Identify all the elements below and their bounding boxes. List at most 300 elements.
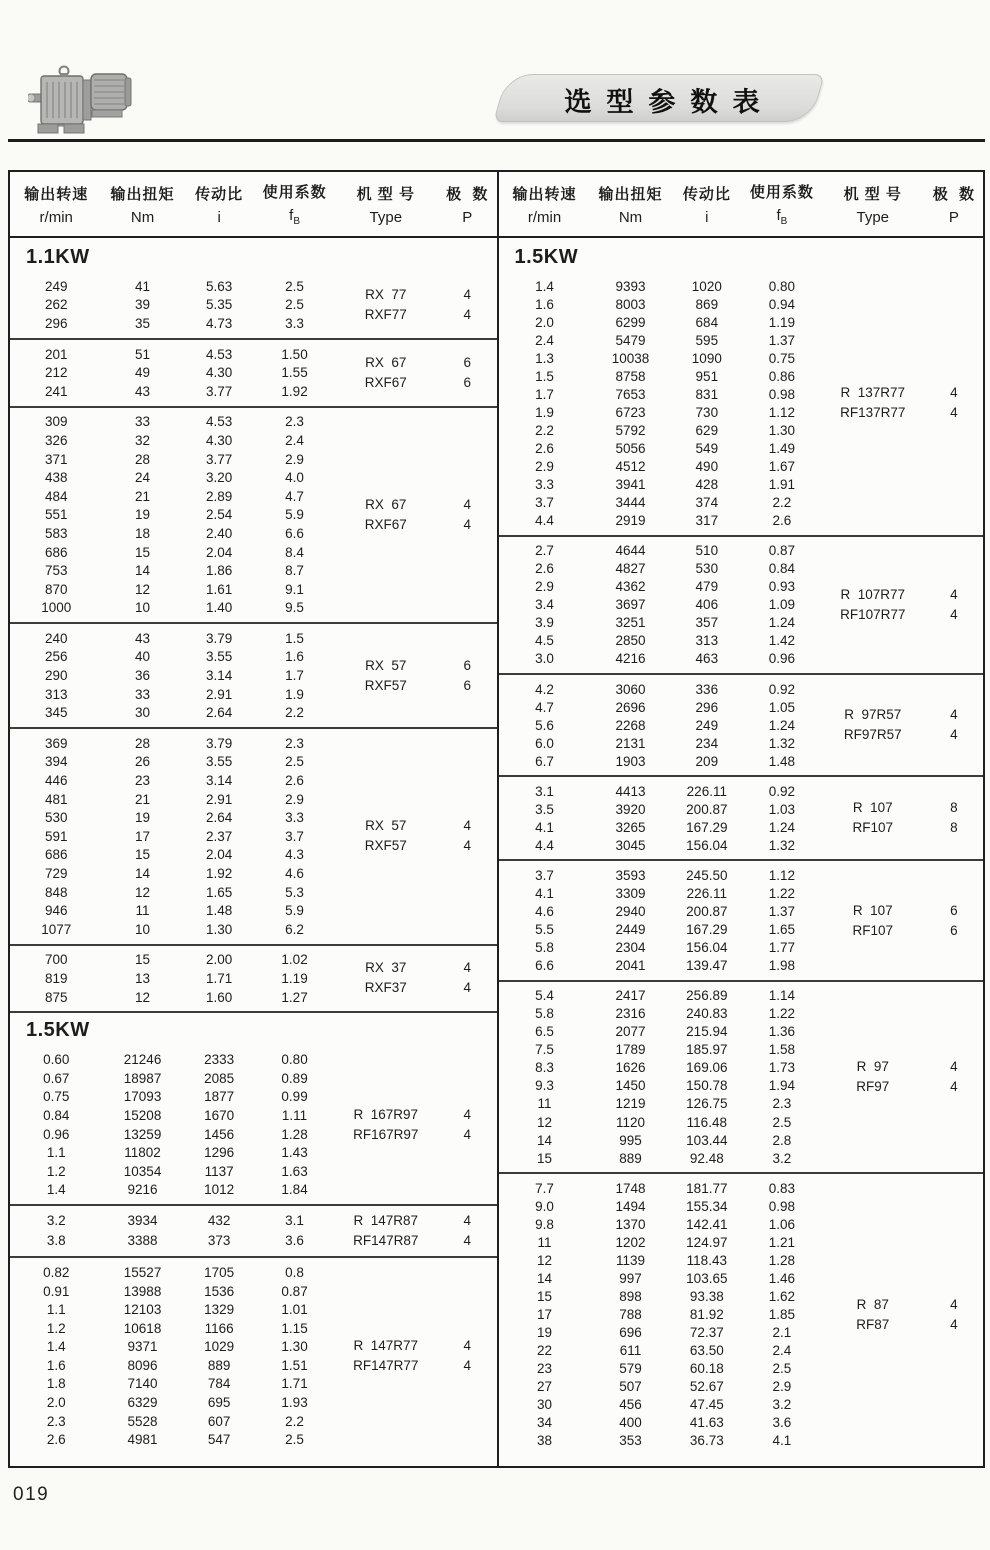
column-header bbox=[743, 181, 821, 227]
power-heading: 1.1KW bbox=[26, 246, 90, 268]
value-cell: 1139 bbox=[616, 1252, 646, 1268]
value-cell: 5.9 bbox=[285, 903, 304, 919]
value-cell: 997 bbox=[619, 1270, 642, 1286]
value-cell: 0.98 bbox=[768, 1198, 796, 1214]
value-cell: 2.5 bbox=[285, 754, 304, 770]
value-cell: 28 bbox=[135, 451, 151, 467]
type-label: RX 57 bbox=[365, 657, 407, 673]
value-cell: 3.1 bbox=[285, 1212, 304, 1228]
value-cell: 9.5 bbox=[285, 600, 304, 616]
value-cell: 432 bbox=[207, 1212, 231, 1228]
value-cell: 3.77 bbox=[206, 451, 233, 467]
value-cell: 36.73 bbox=[689, 1433, 724, 1449]
value-cell: 2.00 bbox=[206, 952, 233, 968]
value-cell: 1.92 bbox=[281, 383, 308, 399]
value-cell: 7.5 bbox=[535, 1042, 554, 1058]
column-header bbox=[102, 183, 182, 226]
value-cell: 21 bbox=[135, 488, 151, 504]
value-cell: 0.99 bbox=[281, 1089, 308, 1105]
value-cell: 2.3 bbox=[285, 735, 304, 751]
value-cell: 2.9 bbox=[772, 1379, 792, 1395]
value-cell: 5.3 bbox=[285, 884, 304, 900]
value-cell: 169.06 bbox=[686, 1060, 728, 1076]
value-cell: 1.60 bbox=[206, 989, 233, 1005]
value-cell: 1.6 bbox=[46, 1357, 66, 1373]
value-cell: 6.0 bbox=[535, 735, 554, 751]
value-cell: 241 bbox=[44, 383, 68, 399]
value-cell: 4.6 bbox=[285, 866, 304, 882]
value-cell: 583 bbox=[44, 525, 68, 541]
value-cell: 23 bbox=[135, 773, 151, 789]
value-cell: 2131 bbox=[615, 735, 646, 751]
power-heading: 1.5KW bbox=[514, 246, 579, 268]
value-cell: 0.98 bbox=[768, 386, 796, 402]
value-cell: 4.7 bbox=[285, 488, 304, 504]
value-cell: 369 bbox=[44, 735, 68, 751]
value-cell: 1.36 bbox=[768, 1024, 796, 1040]
type-cell bbox=[333, 413, 438, 618]
column-header-en: $f_B$ bbox=[776, 207, 788, 227]
value-cell: 4.0 bbox=[285, 470, 304, 486]
ratio-group bbox=[10, 1045, 497, 1204]
value-cell: 889 bbox=[619, 1150, 642, 1166]
value-cell: 1.51 bbox=[281, 1357, 308, 1373]
value-cell: 5.9 bbox=[285, 507, 304, 523]
value-cell: 1.40 bbox=[206, 600, 233, 616]
poles-value: 4 bbox=[950, 586, 958, 602]
value-cell: 15 bbox=[135, 544, 151, 560]
value-cell: 1.77 bbox=[768, 940, 796, 956]
value-cell: 479 bbox=[695, 579, 719, 595]
ratio-group bbox=[499, 859, 984, 979]
value-cell: 1.12 bbox=[768, 867, 796, 883]
value-cell: 1.67 bbox=[768, 458, 796, 474]
value-cell: 2.4 bbox=[772, 1343, 792, 1359]
value-cell: 1.2 bbox=[46, 1163, 66, 1179]
value-cell: 4.3 bbox=[285, 847, 304, 863]
value-cell: 2.4 bbox=[535, 332, 554, 348]
value-cell: 490 bbox=[695, 458, 719, 474]
column-header-cn: 极 数 bbox=[446, 185, 489, 203]
poles-cell bbox=[438, 413, 496, 618]
value-cell: 156.04 bbox=[686, 837, 728, 853]
value-cell: 14 bbox=[537, 1270, 553, 1286]
value-cell: 729 bbox=[44, 866, 68, 882]
table-header-right bbox=[497, 172, 984, 236]
value-cell: 3265 bbox=[615, 819, 646, 835]
ratio-group bbox=[10, 1256, 497, 1454]
value-cell: 2919 bbox=[615, 513, 646, 529]
column-header-en: $f_B$ bbox=[289, 207, 300, 227]
value-cell: 3.55 bbox=[206, 754, 233, 770]
value-cell: 2.9 bbox=[285, 451, 304, 467]
column-header-cn: 传动比 bbox=[195, 185, 244, 203]
value-cell: 3697 bbox=[615, 597, 646, 613]
value-cell: 2449 bbox=[615, 922, 646, 938]
value-cell: 2.7 bbox=[535, 543, 554, 559]
value-cell: 226.11 bbox=[686, 783, 727, 799]
value-cell: 21 bbox=[135, 791, 151, 807]
value-cell: 1494 bbox=[615, 1198, 646, 1214]
value-cell: 23 bbox=[537, 1361, 553, 1377]
value-cell: 1.4 bbox=[535, 278, 554, 294]
type-cell bbox=[821, 542, 925, 668]
type-label: R 147R77 bbox=[353, 1338, 419, 1354]
ratio-group bbox=[10, 406, 497, 623]
value-cell: 26 bbox=[135, 754, 151, 770]
value-cell: 3.4 bbox=[535, 597, 554, 613]
value-cell: 296 bbox=[695, 699, 719, 715]
value-cell: 2077 bbox=[615, 1024, 646, 1040]
value-cell: 1877 bbox=[204, 1089, 235, 1105]
column-header-cn: 机 型 号 bbox=[843, 185, 902, 203]
value-cell: 0.82 bbox=[43, 1264, 70, 1280]
value-cell: 2.6 bbox=[772, 513, 792, 529]
value-cell: 371 bbox=[44, 451, 68, 467]
value-cell: 9371 bbox=[127, 1339, 158, 1355]
value-cell: 1.42 bbox=[768, 633, 796, 649]
value-cell: 2.5 bbox=[772, 1361, 792, 1377]
value-cell: 4.1 bbox=[535, 819, 554, 835]
type-label: RXF77 bbox=[364, 306, 407, 322]
value-cell: 0.80 bbox=[281, 1052, 308, 1068]
value-cell: 484 bbox=[44, 488, 68, 504]
value-cell: 3444 bbox=[615, 495, 646, 511]
table-body bbox=[10, 238, 983, 1466]
value-cell: 15 bbox=[537, 1288, 553, 1304]
value-cell: 0.96 bbox=[43, 1126, 70, 1142]
value-cell: 0.80 bbox=[768, 278, 796, 294]
value-cell: 234 bbox=[695, 735, 719, 751]
value-cell: 2.04 bbox=[206, 544, 233, 560]
value-cell: 875 bbox=[44, 989, 68, 1005]
value-cell: 3.5 bbox=[535, 801, 554, 817]
value-cell: 898 bbox=[619, 1288, 642, 1304]
value-cell: 3060 bbox=[615, 681, 646, 697]
value-cell: 394 bbox=[44, 754, 68, 770]
value-cell: 591 bbox=[44, 828, 68, 844]
column-header-cn: 输出扭矩 bbox=[598, 185, 663, 203]
value-cell: 7653 bbox=[615, 386, 646, 402]
value-cell: 38 bbox=[537, 1433, 553, 1449]
value-cell: 3.1 bbox=[535, 783, 554, 799]
value-cell: 4413 bbox=[615, 783, 646, 799]
value-cell: 2850 bbox=[615, 633, 646, 649]
value-cell: 579 bbox=[619, 1361, 642, 1377]
value-cell: 118.43 bbox=[686, 1252, 727, 1268]
value-cell: 92.48 bbox=[689, 1150, 724, 1166]
type-label: RF107 bbox=[852, 820, 894, 836]
value-cell: 1.05 bbox=[768, 699, 796, 715]
table-header-row bbox=[10, 172, 983, 238]
value-cell: 373 bbox=[207, 1232, 231, 1248]
type-cell bbox=[333, 1050, 438, 1199]
value-cell: 1.86 bbox=[206, 563, 233, 579]
value-cell: 2.40 bbox=[206, 525, 233, 541]
value-cell: 1.06 bbox=[768, 1216, 796, 1232]
poles-value: 4 bbox=[463, 306, 472, 322]
value-cell: 1.21 bbox=[768, 1234, 796, 1250]
value-cell: 34 bbox=[537, 1415, 553, 1431]
column-header-en: Type bbox=[369, 208, 403, 226]
value-cell: 1.37 bbox=[768, 332, 796, 348]
value-cell: 1.7 bbox=[285, 668, 304, 684]
value-cell: 212 bbox=[44, 365, 68, 381]
value-cell: 17 bbox=[135, 828, 151, 844]
value-cell: 5.35 bbox=[206, 297, 233, 313]
value-cell: 1.4 bbox=[46, 1339, 66, 1355]
value-cell: 2.04 bbox=[206, 847, 233, 863]
poles-cell bbox=[438, 1263, 496, 1449]
value-cell: 15527 bbox=[123, 1264, 162, 1280]
value-cell: 0.96 bbox=[768, 651, 796, 667]
value-cell: 995 bbox=[619, 1132, 642, 1148]
type-label: RXF67 bbox=[364, 516, 407, 532]
power-heading: 1.5KW bbox=[10, 1011, 497, 1045]
value-cell: 4.1 bbox=[772, 1433, 792, 1449]
type-label: RF137R77 bbox=[840, 405, 906, 421]
value-cell: 946 bbox=[44, 903, 68, 919]
page-number: 019 bbox=[13, 1484, 50, 1505]
value-cell: 1.48 bbox=[206, 903, 233, 919]
value-cell: 400 bbox=[619, 1415, 642, 1431]
value-cell: 3.20 bbox=[206, 470, 233, 486]
value-cell: 43 bbox=[135, 630, 151, 646]
value-cell: 951 bbox=[695, 368, 719, 384]
type-label: RF107 bbox=[852, 922, 894, 938]
value-cell: 1670 bbox=[204, 1107, 235, 1123]
type-label: RX 77 bbox=[365, 286, 407, 302]
value-cell: 9.1 bbox=[285, 581, 304, 597]
poles-value: 4 bbox=[463, 1233, 472, 1249]
value-cell: 2.54 bbox=[206, 507, 233, 523]
value-cell: 3.14 bbox=[206, 668, 233, 684]
value-cell: 5792 bbox=[615, 422, 646, 438]
poles-value: 6 bbox=[950, 922, 958, 938]
value-cell: 549 bbox=[695, 440, 719, 456]
value-cell: 3.6 bbox=[772, 1415, 792, 1431]
value-cell: 3.7 bbox=[285, 828, 304, 844]
value-cell: 10354 bbox=[123, 1163, 162, 1179]
poles-cell bbox=[925, 866, 983, 974]
value-cell: 2.0 bbox=[535, 314, 554, 330]
value-cell: 10618 bbox=[123, 1320, 162, 1336]
value-cell: 30 bbox=[135, 705, 151, 721]
ratio-group bbox=[499, 775, 984, 859]
value-cell: 1.65 bbox=[206, 884, 233, 900]
poles-cell bbox=[438, 951, 496, 1007]
value-cell: 1020 bbox=[691, 278, 722, 294]
column-header bbox=[591, 183, 671, 226]
value-cell: 1.1 bbox=[46, 1302, 66, 1318]
value-cell: 1.43 bbox=[281, 1145, 308, 1161]
value-cell: 456 bbox=[619, 1397, 642, 1413]
value-cell: 0.86 bbox=[768, 368, 796, 384]
column-header bbox=[333, 183, 438, 226]
value-cell: 2085 bbox=[204, 1070, 235, 1086]
value-cell: 116.48 bbox=[686, 1114, 727, 1130]
value-cell: 0.91 bbox=[43, 1283, 70, 1299]
poles-value: 4 bbox=[950, 385, 958, 401]
poles-cell bbox=[438, 1050, 496, 1199]
value-cell: 1.7 bbox=[535, 386, 554, 402]
value-cell: 313 bbox=[44, 686, 68, 702]
value-cell: 185.97 bbox=[686, 1042, 728, 1058]
value-cell: 6.6 bbox=[535, 958, 554, 974]
value-cell: 22 bbox=[537, 1343, 553, 1359]
value-cell: 35 bbox=[135, 315, 151, 331]
value-cell: 4.1 bbox=[535, 885, 554, 901]
type-cell bbox=[821, 782, 925, 854]
column-header-cn: 传动比 bbox=[682, 185, 731, 203]
value-cell: 1626 bbox=[615, 1060, 646, 1076]
type-cell bbox=[821, 1179, 925, 1450]
value-cell: 2304 bbox=[615, 940, 646, 956]
page-header bbox=[0, 60, 990, 142]
value-cell: 1120 bbox=[616, 1114, 646, 1130]
value-cell: 0.84 bbox=[43, 1107, 70, 1123]
ratio-group bbox=[499, 535, 984, 673]
value-cell: 547 bbox=[207, 1432, 231, 1448]
value-cell: 406 bbox=[695, 597, 719, 613]
value-cell: 51 bbox=[135, 346, 151, 362]
value-cell: 463 bbox=[695, 651, 719, 667]
value-cell: 9.0 bbox=[535, 1198, 554, 1214]
type-label: RF87 bbox=[856, 1316, 890, 1332]
value-cell: 317 bbox=[695, 513, 719, 529]
value-cell: 240.83 bbox=[686, 1006, 728, 1022]
value-cell: 1.02 bbox=[281, 952, 308, 968]
type-label: RF147R77 bbox=[353, 1358, 419, 1374]
value-cell: 167.29 bbox=[686, 819, 728, 835]
value-cell: 1.9 bbox=[285, 686, 304, 702]
value-cell: 2.3 bbox=[285, 414, 304, 430]
table-header-left bbox=[10, 172, 497, 236]
value-cell: 1.49 bbox=[768, 440, 796, 456]
ratio-group bbox=[10, 622, 497, 727]
value-cell: 7.7 bbox=[535, 1180, 554, 1196]
poles-cell bbox=[438, 345, 496, 401]
value-cell: 30 bbox=[537, 1397, 553, 1413]
value-cell: 19 bbox=[537, 1325, 553, 1341]
type-cell bbox=[821, 680, 925, 770]
value-cell: 15 bbox=[537, 1150, 553, 1166]
value-cell: 0.84 bbox=[768, 561, 796, 577]
value-cell: 6.5 bbox=[535, 1024, 554, 1040]
value-cell: 3.3 bbox=[285, 810, 304, 826]
value-cell: 4.73 bbox=[206, 315, 233, 331]
value-cell: 3.2 bbox=[46, 1212, 66, 1228]
value-cell: 2.2 bbox=[285, 1413, 304, 1429]
value-cell: 870 bbox=[44, 581, 68, 597]
value-cell: 209 bbox=[695, 753, 719, 769]
value-cell: 784 bbox=[207, 1376, 231, 1392]
value-cell: 0.92 bbox=[768, 783, 796, 799]
type-cell bbox=[333, 1263, 438, 1449]
value-cell: 8003 bbox=[615, 296, 646, 312]
value-cell: 156.04 bbox=[686, 940, 728, 956]
value-cell: 2.5 bbox=[285, 278, 304, 294]
value-cell: 4362 bbox=[615, 579, 646, 595]
value-cell: 1.73 bbox=[768, 1060, 796, 1076]
value-cell: 848 bbox=[44, 884, 68, 900]
column-header-en: Type bbox=[856, 208, 890, 226]
value-cell: 819 bbox=[44, 970, 68, 986]
value-cell: 357 bbox=[695, 615, 719, 631]
value-cell: 313 bbox=[695, 633, 719, 649]
value-cell: 12 bbox=[135, 989, 151, 1005]
value-cell: 1077 bbox=[41, 921, 72, 937]
poles-cell bbox=[438, 629, 496, 722]
poles-cell bbox=[925, 1179, 983, 1450]
type-label: R 137R77 bbox=[840, 385, 906, 401]
value-cell: 200.87 bbox=[686, 904, 728, 920]
value-cell: 43 bbox=[135, 383, 151, 399]
value-cell: 530 bbox=[695, 561, 719, 577]
type-cell bbox=[333, 734, 438, 939]
poles-cell bbox=[925, 782, 983, 854]
value-cell: 1.94 bbox=[768, 1078, 796, 1094]
value-cell: 181.77 bbox=[686, 1180, 728, 1196]
value-cell: 17093 bbox=[123, 1089, 162, 1105]
value-cell: 9.3 bbox=[535, 1078, 554, 1094]
poles-value: 4 bbox=[950, 1078, 958, 1094]
value-cell: 788 bbox=[619, 1307, 642, 1322]
type-cell bbox=[333, 277, 438, 333]
value-cell: 2.91 bbox=[206, 791, 233, 807]
poles-cell bbox=[438, 1211, 496, 1251]
value-cell: 0.83 bbox=[768, 1180, 796, 1196]
value-cell: 8.3 bbox=[535, 1060, 554, 1076]
value-cell: 36 bbox=[135, 668, 151, 684]
value-cell: 4981 bbox=[127, 1432, 158, 1448]
value-cell: 510 bbox=[695, 543, 719, 559]
value-cell: 2.5 bbox=[285, 297, 304, 313]
value-cell: 4.2 bbox=[535, 681, 554, 697]
poles-cell bbox=[925, 277, 983, 530]
value-cell: 1.8 bbox=[46, 1376, 66, 1392]
value-cell: 1202 bbox=[615, 1234, 646, 1250]
poles-value: 4 bbox=[463, 980, 472, 996]
value-cell: 336 bbox=[695, 681, 719, 697]
value-cell: 2041 bbox=[615, 958, 646, 974]
value-cell: 126.75 bbox=[686, 1096, 728, 1112]
value-cell: 47.45 bbox=[689, 1397, 724, 1413]
poles-cell bbox=[438, 734, 496, 939]
value-cell: 2316 bbox=[615, 1006, 646, 1022]
value-cell: 201 bbox=[44, 346, 68, 362]
type-label: RX 57 bbox=[365, 818, 407, 834]
value-cell: 2.9 bbox=[535, 458, 554, 474]
value-cell: 1.27 bbox=[281, 989, 308, 1005]
value-cell: 1.71 bbox=[206, 970, 233, 986]
value-cell: 39 bbox=[135, 297, 151, 313]
poles-value: 6 bbox=[950, 902, 958, 918]
value-cell: 18987 bbox=[123, 1070, 162, 1086]
value-cell: 1029 bbox=[204, 1339, 235, 1355]
value-cell: 249 bbox=[695, 717, 719, 733]
value-cell: 0.60 bbox=[43, 1052, 70, 1068]
ratio-group bbox=[10, 944, 497, 1012]
type-cell bbox=[333, 951, 438, 1007]
type-cell bbox=[333, 1211, 438, 1251]
value-cell: 3.9 bbox=[535, 615, 554, 631]
value-cell: 5.6 bbox=[535, 717, 554, 733]
value-cell: 0.8 bbox=[285, 1264, 304, 1280]
value-cell: 17 bbox=[537, 1307, 553, 1322]
type-label: R 147R87 bbox=[353, 1213, 419, 1229]
value-cell: 10 bbox=[135, 921, 151, 937]
